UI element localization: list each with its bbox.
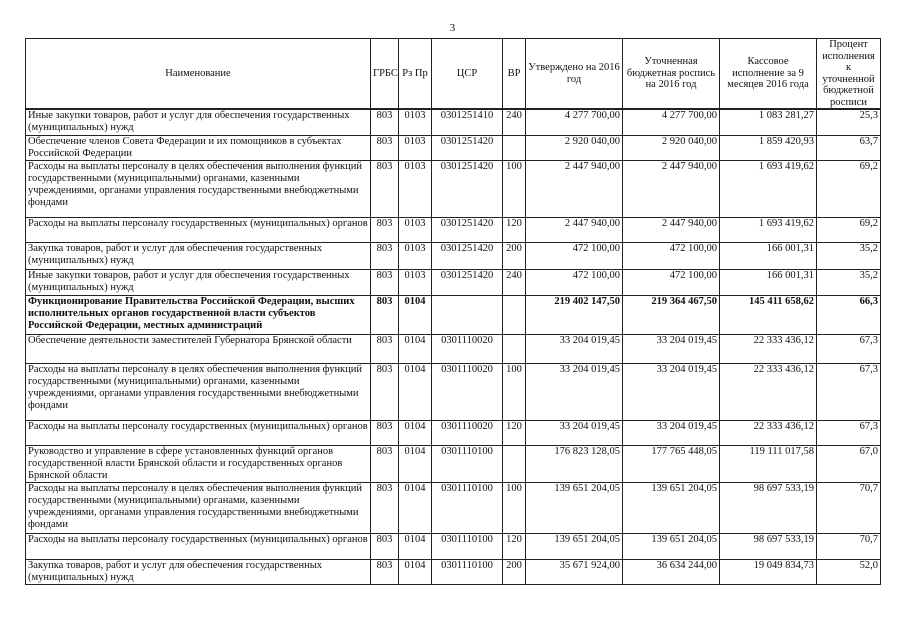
row-grbs: 803 [371, 109, 399, 135]
row-approved: 2 920 040,00 [526, 135, 623, 160]
row-percent: 66,3 [817, 295, 881, 334]
row-csr: 0301110020 [432, 420, 503, 445]
table-row [26, 160, 881, 217]
header-percent: Процент исполнения к уточненной бюджетной росписи [817, 39, 881, 110]
row-name: Иные закупки товаров, работ и услуг для обеспечения государственных (муниципальных) нужд [26, 269, 371, 295]
header-grbs: ГРБС [371, 39, 399, 110]
row-approved: 139 651 204,05 [526, 482, 623, 533]
row-percent: 25,3 [817, 109, 881, 135]
row-name: Расходы на выплаты персоналу в целях обеспечения выполнения функций государственными (муниципальными) органами, казенными учреждениями, органами управления государственными внебюджетными фондами [26, 363, 371, 420]
row-percent: 70,7 [817, 482, 881, 533]
row-vr [503, 445, 526, 482]
row-name: Закупка товаров, работ и услуг для обеспечения государственных (муниципальных) нужд [26, 242, 371, 269]
row-name: Расходы на выплаты персоналу в целях обеспечения выполнения функций государственными (муниципальными) органами, казенными учреждениями, органами управления государственными внебюджетными фондами [26, 482, 371, 533]
row-revised: 177 765 448,05 [623, 445, 720, 482]
table-row [26, 217, 881, 242]
row-executed: 19 049 834,73 [720, 559, 817, 584]
row-revised: 472 100,00 [623, 242, 720, 269]
row-revised: 2 447 940,00 [623, 160, 720, 217]
budget-table [25, 38, 881, 585]
row-csr: 0301251420 [432, 135, 503, 160]
row-grbs: 803 [371, 242, 399, 269]
table-row [26, 559, 881, 584]
row-csr: 0301110100 [432, 559, 503, 584]
table-row [26, 445, 881, 482]
row-rzpr: 0104 [399, 420, 432, 445]
row-rzpr: 0103 [399, 109, 432, 135]
row-vr: 240 [503, 269, 526, 295]
row-rzpr: 0103 [399, 135, 432, 160]
row-percent: 69,2 [817, 160, 881, 217]
row-approved: 35 671 924,00 [526, 559, 623, 584]
row-executed: 98 697 533,19 [720, 533, 817, 559]
row-revised: 33 204 019,45 [623, 420, 720, 445]
row-vr [503, 135, 526, 160]
table-row [26, 363, 881, 420]
header-approved: Утверждено на 2016 год [526, 39, 623, 110]
row-rzpr: 0104 [399, 295, 432, 334]
table-row [26, 334, 881, 363]
row-csr: 0301251420 [432, 160, 503, 217]
row-approved: 4 277 700,00 [526, 109, 623, 135]
row-rzpr: 0103 [399, 160, 432, 217]
row-csr: 0301251420 [432, 242, 503, 269]
row-name: Расходы на выплаты персоналу государственных (муниципальных) органов [26, 217, 371, 242]
row-csr: 0301251410 [432, 109, 503, 135]
row-executed: 98 697 533,19 [720, 482, 817, 533]
row-revised: 2 920 040,00 [623, 135, 720, 160]
table-row [26, 135, 881, 160]
row-percent: 67,3 [817, 334, 881, 363]
row-executed: 166 001,31 [720, 269, 817, 295]
row-vr: 120 [503, 217, 526, 242]
row-percent: 35,2 [817, 242, 881, 269]
header-executed: Кассовое исполнение за 9 месяцев 2016 года [720, 39, 817, 110]
row-csr [432, 295, 503, 334]
table-row [26, 295, 881, 334]
row-grbs: 803 [371, 482, 399, 533]
row-grbs: 803 [371, 559, 399, 584]
row-name: Руководство и управление в сфере установленных функций органов государственной власти Брянской области и государственных органов Брянской области [26, 445, 371, 482]
row-executed: 1 693 419,62 [720, 160, 817, 217]
row-name: Иные закупки товаров, работ и услуг для обеспечения государственных (муниципальных) нужд [26, 109, 371, 135]
row-revised: 472 100,00 [623, 269, 720, 295]
row-approved: 33 204 019,45 [526, 363, 623, 420]
row-approved: 472 100,00 [526, 269, 623, 295]
row-csr: 0301110020 [432, 334, 503, 363]
row-approved: 176 823 128,05 [526, 445, 623, 482]
row-grbs: 803 [371, 135, 399, 160]
row-grbs: 803 [371, 363, 399, 420]
row-grbs: 803 [371, 269, 399, 295]
header-csr: ЦСР [432, 39, 503, 110]
row-vr [503, 295, 526, 334]
table-row [26, 242, 881, 269]
row-percent: 70,7 [817, 533, 881, 559]
row-executed: 119 111 017,58 [720, 445, 817, 482]
row-executed: 22 333 436,12 [720, 420, 817, 445]
row-revised: 33 204 019,45 [623, 334, 720, 363]
page-number: 3 [449, 22, 456, 34]
row-executed: 1 693 419,62 [720, 217, 817, 242]
row-revised: 4 277 700,00 [623, 109, 720, 135]
row-percent: 69,2 [817, 217, 881, 242]
row-executed: 1 083 281,27 [720, 109, 817, 135]
row-rzpr: 0103 [399, 217, 432, 242]
row-grbs: 803 [371, 295, 399, 334]
row-name: Обеспечение членов Совета Федерации и их помощников в субъектах Российской Федерации [26, 135, 371, 160]
row-percent: 35,2 [817, 269, 881, 295]
row-vr: 100 [503, 363, 526, 420]
row-vr [503, 334, 526, 363]
row-vr: 200 [503, 242, 526, 269]
row-rzpr: 0104 [399, 559, 432, 584]
row-percent: 67,3 [817, 420, 881, 445]
row-percent: 67,0 [817, 445, 881, 482]
row-executed: 145 411 658,62 [720, 295, 817, 334]
header-rzpr: Рз Пр [399, 39, 432, 110]
row-approved: 2 447 940,00 [526, 217, 623, 242]
row-name: Расходы на выплаты персоналу в целях обеспечения выполнения функций государственными (муниципальными) органами, казенными учреждениями, органами управления государственными внебюджетными фондами [26, 160, 371, 217]
row-approved: 219 402 147,50 [526, 295, 623, 334]
row-approved: 2 447 940,00 [526, 160, 623, 217]
row-executed: 22 333 436,12 [720, 363, 817, 420]
row-vr: 120 [503, 420, 526, 445]
row-grbs: 803 [371, 160, 399, 217]
row-csr: 0301110100 [432, 533, 503, 559]
row-approved: 139 651 204,05 [526, 533, 623, 559]
row-rzpr: 0103 [399, 242, 432, 269]
row-percent: 52,0 [817, 559, 881, 584]
row-name: Закупка товаров, работ и услуг для обеспечения государственных (муниципальных) нужд [26, 559, 371, 584]
row-rzpr: 0104 [399, 363, 432, 420]
table-row [26, 420, 881, 445]
row-grbs: 803 [371, 533, 399, 559]
row-vr: 200 [503, 559, 526, 584]
row-vr: 100 [503, 160, 526, 217]
row-vr: 100 [503, 482, 526, 533]
row-revised: 139 651 204,05 [623, 533, 720, 559]
row-approved: 33 204 019,45 [526, 334, 623, 363]
row-executed: 1 859 420,93 [720, 135, 817, 160]
row-percent: 67,3 [817, 363, 881, 420]
row-name: Расходы на выплаты персоналу государственных (муниципальных) органов [26, 533, 371, 559]
row-csr: 0301110020 [432, 363, 503, 420]
row-grbs: 803 [371, 445, 399, 482]
row-executed: 22 333 436,12 [720, 334, 817, 363]
table-row [26, 269, 881, 295]
row-approved: 472 100,00 [526, 242, 623, 269]
row-csr: 0301251420 [432, 269, 503, 295]
row-rzpr: 0104 [399, 445, 432, 482]
row-revised: 219 364 467,50 [623, 295, 720, 334]
table-row [26, 533, 881, 559]
row-grbs: 803 [371, 217, 399, 242]
header-revised: Уточненная бюджетная роспись на 2016 год [623, 39, 720, 110]
row-rzpr: 0104 [399, 533, 432, 559]
header-row [26, 39, 881, 110]
row-grbs: 803 [371, 334, 399, 363]
row-revised: 33 204 019,45 [623, 363, 720, 420]
table-row [26, 482, 881, 533]
row-rzpr: 0104 [399, 482, 432, 533]
row-name: Расходы на выплаты персоналу государственных (муниципальных) органов [26, 420, 371, 445]
row-percent: 63,7 [817, 135, 881, 160]
row-approved: 33 204 019,45 [526, 420, 623, 445]
header-name: Наименование [26, 39, 371, 110]
row-revised: 139 651 204,05 [623, 482, 720, 533]
table-row [26, 109, 881, 135]
row-csr: 0301110100 [432, 482, 503, 533]
row-revised: 36 634 244,00 [623, 559, 720, 584]
row-csr: 0301110100 [432, 445, 503, 482]
row-name: Функционирование Правительства Российской Федерации, высших исполнительных органов государственной власти субъектов Российской Федерации, местных администраций [26, 295, 371, 334]
header-vr: ВР [503, 39, 526, 110]
row-grbs: 803 [371, 420, 399, 445]
row-rzpr: 0104 [399, 334, 432, 363]
row-vr: 120 [503, 533, 526, 559]
row-revised: 2 447 940,00 [623, 217, 720, 242]
row-executed: 166 001,31 [720, 242, 817, 269]
row-name: Обеспечение деятельности заместителей Губернатора Брянской области [26, 334, 371, 363]
row-csr: 0301251420 [432, 217, 503, 242]
row-rzpr: 0103 [399, 269, 432, 295]
row-vr: 240 [503, 109, 526, 135]
